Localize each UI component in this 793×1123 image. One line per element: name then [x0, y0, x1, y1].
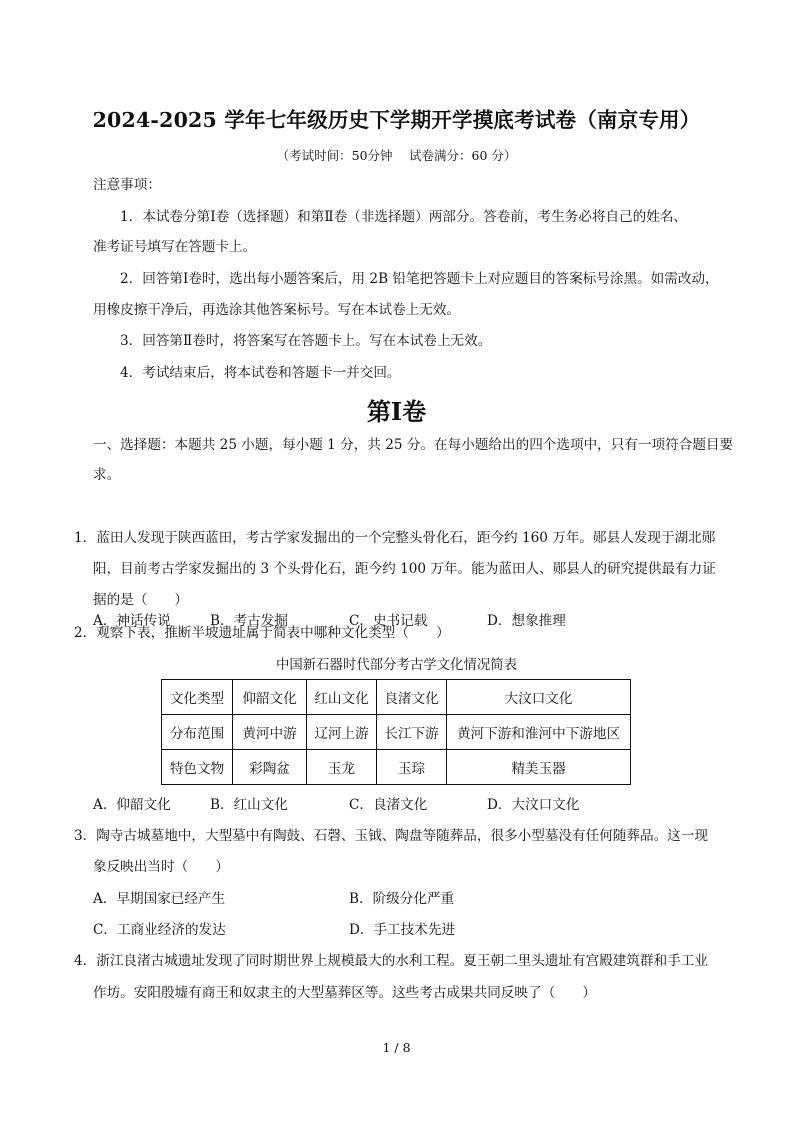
section-instructions: 一、选择题：本题共 25 小题，每小题 1 分，共 25 分。在每小题给出的四个选项中，只有一项符合题目要	[93, 437, 734, 453]
question-1-stem-cont: 阳，目前考古学家发掘出的 3 个头骨化石，距今约 100 万年。能为蓝田人、郧县人的研究提供最有力证	[93, 561, 716, 577]
notice-item-1: 1．本试卷分第Ⅰ卷（选择题）和第Ⅱ卷（非选择题）两部分。答卷前，考生务必将自己的姓名、	[120, 209, 688, 225]
question-2-stem: 2．观察下表，推断半坡遗址属于简表中哪种文化类型（ ）	[74, 625, 450, 641]
table-row	[162, 715, 631, 750]
notice-item-2-cont: 用橡皮擦干净后，再选涂其他答案标号。写在本试卷上无效。	[93, 302, 461, 318]
table-caption: 中国新石器时代部分考古学文化情况简表	[275, 658, 518, 673]
question-1-stem: 1．蓝田人发现于陕西蓝田，考古学家发掘出的一个完整头骨化石，距今约 160 万年。郧县人发现于湖北郧	[74, 530, 716, 546]
question-3-option-d: D．手工技术先进	[349, 922, 456, 938]
table-cell: 大汶口文化	[447, 680, 631, 715]
question-3-stem-cont: 象反映出当时（ ）	[93, 859, 229, 875]
page-number: 1 / 8	[382, 1040, 411, 1055]
question-4-stem-cont: 作坊。安阳殷墟有商王和奴隶主的大型墓葬区等。这些考古成果共同反映了（ ）	[93, 985, 596, 1001]
table-cell: 分布范围	[162, 715, 233, 750]
question-2-option-b: B．红山文化	[210, 797, 288, 813]
notice-item-3: 3．回答第Ⅱ卷时，将答案写在答题卡上。写在本试卷上无效。	[120, 333, 492, 349]
table-cell: 玉琮	[377, 750, 447, 785]
section-title: 第Ⅰ卷	[366, 397, 427, 426]
exam-subtitle: （考试时间：50分钟 试卷满分：60 分）	[276, 148, 517, 163]
question-1-stem-cont: 据的是（ ）	[93, 592, 189, 608]
question-2-option-c: C．良渚文化	[349, 797, 428, 813]
question-3-option-c: C．工商业经济的发达	[93, 922, 226, 938]
question-3-option-a: A．早期国家已经产生	[93, 891, 226, 907]
table-cell: 彩陶盆	[233, 750, 307, 785]
question-2-option-d: D．大汶口文化	[487, 797, 580, 813]
notice-item-4: 4．考试结束后，将本试卷和答题卡一并交回。	[120, 365, 401, 381]
table-cell: 黄河下游和淮河中下游地区	[447, 715, 631, 750]
notice-item-2: 2．回答第Ⅰ卷时，选出每小题答案后，用 2B 铅笔把答题卡上对应题目的答案标号涂黑。如需改动，	[120, 271, 719, 287]
question-1-option-c: C．史书记载	[349, 613, 428, 629]
question-3-stem: 3．陶寺古城墓地中，大型墓中有陶鼓、石磬、玉钺、陶盘等随葬品，很多小型墓没有任何随葬品。这一现	[74, 828, 708, 844]
table-cell: 良渚文化	[377, 680, 447, 715]
table-cell: 长江下游	[377, 715, 447, 750]
notice-heading: 注意事项：	[93, 177, 161, 193]
section-instructions-cont: 求。	[93, 467, 121, 483]
table-cell: 精美玉器	[447, 750, 631, 785]
question-3-option-b: B．阶级分化严重	[349, 891, 455, 907]
table-cell: 玉龙	[307, 750, 377, 785]
exam-title: 2024-2025 学年七年级历史下学期开学摸底考试卷（南京专用）	[92, 108, 701, 132]
table-row	[162, 680, 631, 715]
question-1-option-d: D．想象推理	[487, 613, 566, 629]
notice-item-1-cont: 准考证号填写在答题卡上。	[93, 239, 257, 255]
table-row	[162, 750, 631, 785]
table-cell: 红山文化	[307, 680, 377, 715]
table-cell: 文化类型	[162, 680, 233, 715]
table-cell: 特色文物	[162, 750, 233, 785]
table-cell: 仰韶文化	[233, 680, 307, 715]
question-2-option-a: A．仰韶文化	[93, 797, 171, 813]
table-cell: 辽河上游	[307, 715, 377, 750]
question-1-option-b: B．考古发掘	[210, 613, 288, 629]
table-cell: 黄河中游	[233, 715, 307, 750]
culture-table	[161, 679, 631, 785]
question-4-stem: 4．浙江良渚古城遗址发现了同时期世界上规模最大的水利工程。夏王朝二里头遗址有宫殿建筑群和手工业	[74, 953, 708, 969]
question-1-option-a: A．神话传说	[93, 613, 171, 629]
